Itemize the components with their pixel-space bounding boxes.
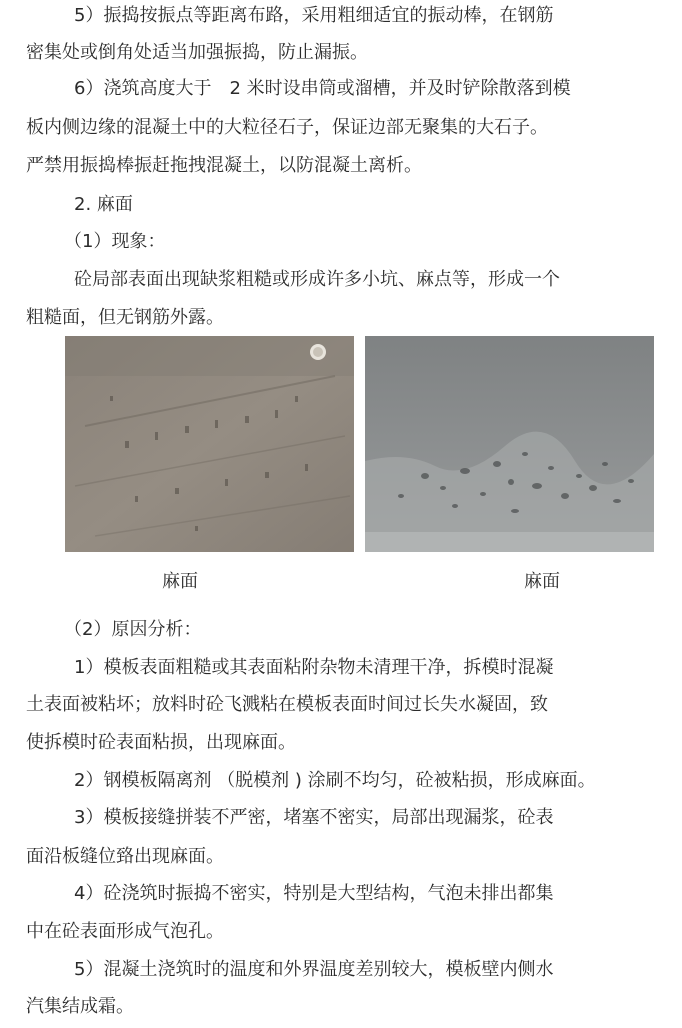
text-line: 6）浇筑高度大于 2 米时设串筒或溜槽，并及时铲除散落到模 xyxy=(74,78,571,99)
concrete-photo-right xyxy=(365,336,654,552)
text-line: 1）模板表面粗糙或其表面粘附杂物未清理干净，拆模时混凝 xyxy=(74,657,554,678)
text-line: 土表面被粘坏；放料时砼飞溅粘在模板表面时间过长失水凝固，致 xyxy=(26,694,548,715)
photo-caption-right: 麻面 xyxy=(524,571,560,592)
text-line: 面沿板缝位臵出现麻面。 xyxy=(26,846,224,867)
text-line: 使拆模时砼表面粘损，出现麻面。 xyxy=(26,732,296,753)
text-line: 2）钢模板隔离剂 （脱模剂 ) 涂刷不均匀，砼被粘损，形成麻面。 xyxy=(74,770,596,791)
photo-caption-left: 麻面 xyxy=(162,571,198,592)
text-line: 5）混凝土浇筑时的温度和外界温度差别较大，模板壁内侧水 xyxy=(74,959,554,980)
text-line: 中在砼表面形成气泡孔。 xyxy=(26,921,224,942)
text-line: 粗糙面，但无钢筋外露。 xyxy=(26,307,224,328)
text-line: 5）振捣按振点等距离布路，采用粗细适宜的振动棒，在钢筋 xyxy=(74,5,554,26)
subsection-heading: （2）原因分析： xyxy=(64,619,202,640)
subsection-heading: （1）现象： xyxy=(64,231,166,252)
concrete-photo-left xyxy=(65,336,354,552)
section-heading: 2. 麻面 xyxy=(74,194,133,215)
text-line: 砼局部表面出现缺浆粗糙或形成许多小坑、麻点等，形成一个 xyxy=(74,269,560,290)
text-line: 密集处或倒角处适当加强振捣，防止漏振。 xyxy=(26,42,368,63)
text-line: 4）砼浇筑时振捣不密实，特别是大型结构，气泡未排出都集 xyxy=(74,883,554,904)
text-line: 板内侧边缘的混凝土中的大粒径石子，保证边部无聚集的大石子。 xyxy=(26,117,548,138)
text-line: 3）模板接缝拼装不严密，堵塞不密实，局部出现漏浆，砼表 xyxy=(74,807,554,828)
text-line: 汽集结成霜。 xyxy=(26,996,134,1017)
text-line: 严禁用振捣棒振赶拖拽混凝土，以防混凝土离析。 xyxy=(26,155,422,176)
